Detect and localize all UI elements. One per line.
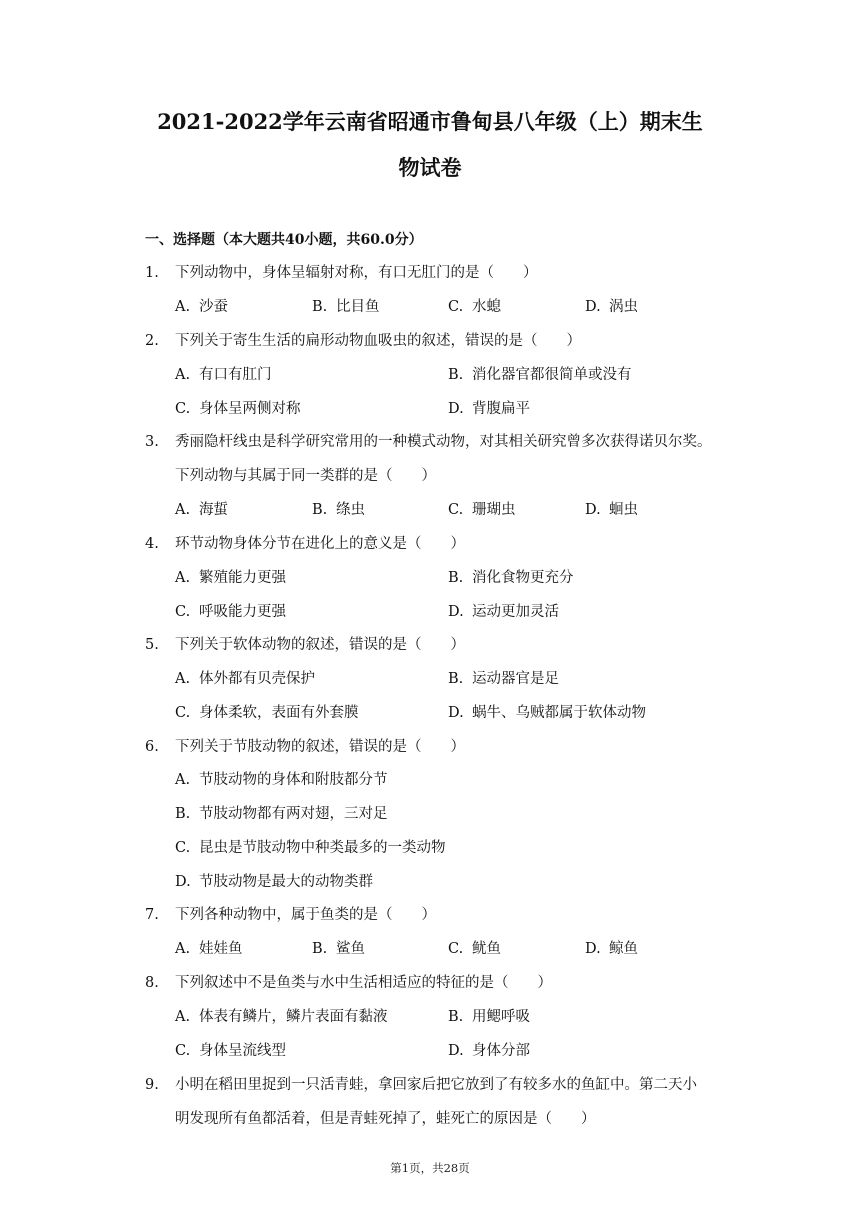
- question-number: 5.: [145, 637, 159, 653]
- option-b: B. 节肢动物都有两对翅，三对足: [175, 806, 388, 822]
- option-b: B. 绦虫: [312, 502, 365, 518]
- option-b: B. 消化食物更充分: [448, 570, 574, 586]
- option-b: B. 鲨鱼: [312, 941, 365, 957]
- page-footer: 第1页，共28页: [390, 1161, 470, 1175]
- question-number: 4.: [145, 536, 159, 552]
- question-text-line-2: 明发现所有鱼都活着，但是青蛙死掉了，蛙死亡的原因是（ ）: [175, 1111, 596, 1127]
- question-text: 下列关于软体动物的叙述，错误的是（ ）: [175, 637, 465, 653]
- option-b: B. 消化器官都很简单或没有: [448, 367, 632, 383]
- question-text-line-1: 秀丽隐杆线虫是科学研究常用的一种模式动物，对其相关研究曾多次获得诺贝尔奖。: [175, 434, 712, 450]
- question-number: 2.: [145, 333, 159, 349]
- option-d: D. 节肢动物是最大的动物类群: [175, 874, 373, 890]
- option-c: C. 水螅: [448, 299, 501, 315]
- option-c: C. 呼吸能力更强: [175, 604, 286, 620]
- question-number: 9.: [145, 1077, 159, 1093]
- option-c: C. 身体柔软，表面有外套膜: [175, 705, 359, 721]
- option-d: D. 背腹扁平: [448, 401, 530, 417]
- option-d: D. 蜗牛、乌贼都属于软体动物: [448, 705, 646, 721]
- option-a: A. 娃娃鱼: [175, 941, 243, 957]
- option-b: B. 运动器官是足: [448, 671, 559, 687]
- page-title-line-2: 物试卷: [398, 155, 462, 180]
- option-c: C. 身体呈两侧对称: [175, 401, 301, 417]
- question-text: 下列动物中，身体呈辐射对称，有口无肛门的是（ ）: [175, 265, 538, 281]
- question-text: 下列关于节肢动物的叙述，错误的是（ ）: [175, 739, 465, 755]
- page-title-line-1: 2021-2022学年云南省昭通市鲁甸县八年级（上）期末生: [157, 109, 703, 134]
- option-a: A. 体外都有贝壳保护: [175, 671, 315, 687]
- option-a: A. 节肢动物的身体和附肢都分节: [175, 772, 388, 788]
- section-heading: 一、选择题（本大题共40小题，共60.0分）: [145, 232, 423, 248]
- option-a: A. 有口有肛门: [175, 367, 272, 383]
- option-d: D. 蛔虫: [585, 502, 638, 518]
- question-number: 6.: [145, 739, 159, 755]
- question-number: 8.: [145, 975, 159, 991]
- option-d: D. 鲸鱼: [585, 941, 638, 957]
- option-c: C. 鱿鱼: [448, 941, 501, 957]
- question-number: 7.: [145, 907, 159, 923]
- option-d: D. 运动更加灵活: [448, 604, 559, 620]
- option-c: C. 身体呈流线型: [175, 1043, 286, 1059]
- option-a: A. 海蜇: [175, 502, 228, 518]
- option-b: B. 比目鱼: [312, 299, 380, 315]
- question-text-line-1: 小明在稻田里捉到一只活青蛙，拿回家后把它放到了有较多水的鱼缸中。第二天小: [175, 1077, 697, 1093]
- question-text: 下列关于寄生生活的扁形动物血吸虫的叙述，错误的是（ ）: [175, 333, 581, 349]
- option-a: A. 繁殖能力更强: [175, 570, 286, 586]
- option-b: B. 用鳃呼吸: [448, 1009, 530, 1025]
- option-d: D. 身体分部: [448, 1043, 530, 1059]
- option-a: A. 体表有鳞片，鳞片表面有黏液: [175, 1009, 388, 1025]
- question-text-line-2: 下列动物与其属于同一类群的是（ ）: [175, 468, 436, 484]
- question-number: 1.: [145, 265, 159, 281]
- option-a: A. 沙蚕: [175, 299, 228, 315]
- option-c: C. 珊瑚虫: [448, 502, 516, 518]
- question-number: 3.: [145, 434, 159, 450]
- option-d: D. 涡虫: [585, 299, 638, 315]
- question-text: 环节动物身体分节在进化上的意义是（ ）: [175, 536, 465, 552]
- option-c: C. 昆虫是节肢动物中种类最多的一类动物: [175, 840, 446, 856]
- question-text: 下列叙述中不是鱼类与水中生活相适应的特征的是（ ）: [175, 975, 552, 991]
- question-text: 下列各种动物中，属于鱼类的是（ ）: [175, 907, 436, 923]
